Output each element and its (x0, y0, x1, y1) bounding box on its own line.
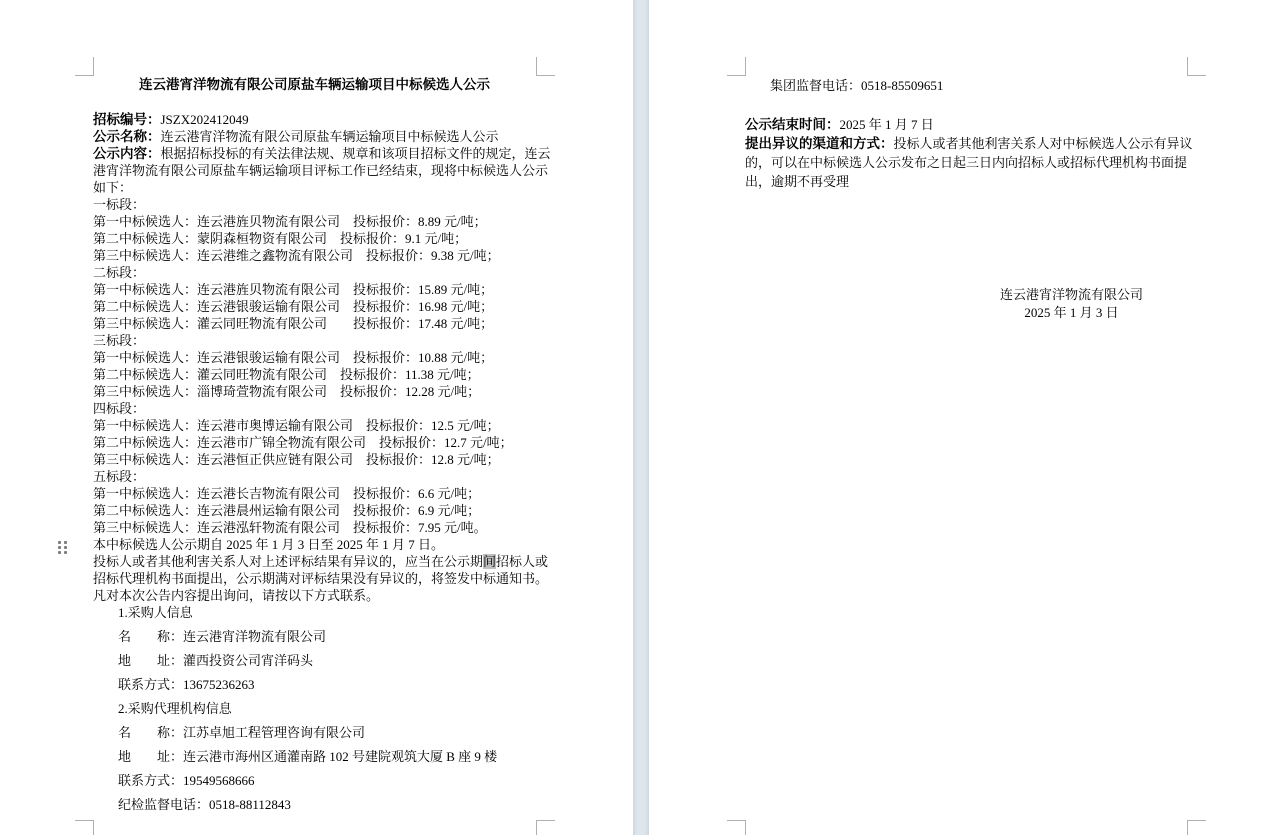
text-line (745, 153, 1191, 172)
text-segment: 第二中标候选人：连云港市广锦全物流有限公司 投标报价：12.7 元/吨； (93, 435, 513, 450)
text-segment: 第三中标候选人：连云港维之鑫物流有限公司 投标报价：9.38 元/吨； (93, 248, 500, 263)
text-line (93, 697, 541, 721)
text-line (93, 625, 541, 649)
text-line (93, 366, 541, 383)
text-segment: 第三中标候选人：灌云同旺物流有限公司 投标报价：17.48 元/吨； (93, 316, 494, 331)
text-line (93, 485, 541, 502)
text-segment: 纪检监督电话：0518-88112843 (118, 797, 291, 812)
group-supervision-phone-line (745, 77, 1187, 94)
text-line (93, 111, 541, 128)
text-segment: 投标人或者其他利害关系人对中标候选人公示有异议 (893, 136, 1193, 151)
text-segment: 第一中标候选人：连云港旌贝物流有限公司 投标报价：15.89 元/吨； (93, 282, 494, 297)
crop-mark-bottom-left-icon (727, 820, 746, 835)
text-line (93, 213, 541, 230)
text-line (93, 417, 541, 434)
text-line (93, 383, 541, 400)
text-segment: 招标编号： (93, 112, 161, 127)
signature-company: 连云港宵洋物流有限公司 (999, 287, 1143, 302)
text-segment: JSZX202412049 (160, 112, 249, 127)
text-line (93, 745, 541, 769)
text-segment: 三标段： (93, 333, 146, 348)
text-segment: 第三中标候选人：连云港泓轩物流有限公司 投标报价：7.95 元/吨。 (93, 520, 487, 535)
text-line (93, 349, 541, 366)
crop-mark-bottom-right-icon (1187, 820, 1206, 835)
text-line (745, 115, 1191, 134)
text-segment: 公示内容： (93, 146, 161, 161)
crop-mark-top-left-icon (75, 57, 94, 76)
text-segment: 地 址：连云港市海州区通灌南路 102 号建院观筑大厦 B 座 9 楼 (118, 749, 498, 764)
text-line (93, 519, 541, 536)
text-line (93, 145, 551, 162)
document-title: 连云港宵洋物流有限公司原盐车辆运输项目中标候选人公示 (139, 77, 490, 92)
crop-mark-top-right-icon (1187, 57, 1206, 76)
announcement-body (93, 111, 551, 604)
page-1 (0, 0, 633, 835)
text-segment: 出，逾期不再受理 (745, 174, 850, 189)
text-line (93, 673, 541, 697)
text-line (745, 134, 1191, 153)
text-segment: 招标人或 (496, 554, 549, 569)
text-line (93, 162, 549, 179)
signature-block (989, 286, 1154, 322)
text-line (93, 400, 541, 417)
text-line (93, 553, 549, 570)
text-line (93, 315, 541, 332)
text-segment: 第三中标候选人：连云港恒正供应链有限公司 投标报价：12.8 元/吨； (93, 452, 500, 467)
text-line (93, 451, 541, 468)
text-line (93, 536, 541, 553)
text-segment: 的，可以在中标候选人公示发布之日起三日内向招标人或招标代理机构书面提 (745, 155, 1188, 170)
text-line (93, 434, 541, 451)
text-line (93, 247, 541, 264)
text-line (93, 179, 541, 196)
text-segment: 公示结束时间： (745, 117, 840, 132)
text-line (93, 601, 541, 625)
text-segment: 凡对本次公告内容提出询问，请按以下方式联系。 (93, 588, 380, 603)
crop-mark-bottom-left-icon (75, 820, 94, 835)
text-segment: 集团监督电话：0518-85509651 (770, 78, 944, 93)
text-line (93, 793, 541, 817)
text-segment: 第二中标候选人：连云港晨州运输有限公司 投标报价：6.9 元/吨； (93, 503, 481, 518)
crop-mark-bottom-right-icon (536, 820, 555, 835)
text-segment: 第二中标候选人：灌云同旺物流有限公司 投标报价：11.38 元/吨； (93, 367, 480, 382)
text-line (93, 468, 541, 485)
text-line (93, 769, 541, 793)
text-segment: 连云港宵洋物流有限公司原盐车辆运输项目中标候选人公示 (160, 129, 499, 144)
text-line (93, 570, 549, 587)
text-line (93, 332, 541, 349)
text-segment: 联系方式：19549568666 (118, 773, 255, 788)
text-segment: 二标段： (93, 265, 146, 280)
text-segment: 1.采购人信息 (118, 605, 193, 620)
text-segment: 第二中标候选人：蒙阴森桓物资有限公司 投标报价：9.1 元/吨； (93, 231, 468, 246)
text-segment: 第一中标候选人：连云港银骏运输有限公司 投标报价：10.88 元/吨； (93, 350, 494, 365)
text-line (93, 649, 541, 673)
text-segment: 港宵洋物流有限公司原盐车辆运输项目评标工作已经结束，现将中标候选人公示 (93, 163, 549, 178)
text-line (93, 721, 541, 745)
text-segment: 公示名称： (93, 129, 161, 144)
text-segment: 根据招标投标的有关法律法规、规章和该项目招标文件的规定，连云 (160, 146, 551, 161)
text-segment: 五标段： (93, 469, 146, 484)
text-line (93, 230, 541, 247)
text-segment: 联系方式：13675236263 (118, 677, 255, 692)
text-line (93, 128, 541, 145)
text-line (745, 172, 1191, 191)
text-segment: 第一中标候选人：连云港长吉物流有限公司 投标报价：6.6 元/吨； (93, 486, 481, 501)
text-segment: 第三中标候选人：淄博琦萱物流有限公司 投标报价：12.28 元/吨； (93, 384, 481, 399)
text-segment: 招标代理机构书面提出，公示期满对评标结果没有异议的，将签发中标通知书。 (93, 571, 549, 586)
text-line (93, 281, 541, 298)
text-segment: 第二中标候选人：连云港银骏运输有限公司 投标报价：16.98 元/吨； (93, 299, 494, 314)
text-line (93, 502, 541, 519)
text-segment: 2.采购代理机构信息 (118, 701, 232, 716)
text-segment: 一标段： (93, 197, 146, 212)
crop-mark-top-left-icon (727, 57, 746, 76)
text-segment: 名 称：江苏卓旭工程管理咨询有限公司 (118, 725, 366, 740)
text-line (745, 77, 1187, 94)
text-segment: 本中标候选人公示期自 2025 年 1 月 3 日至 2025 年 1 月 7 日。 (93, 537, 445, 552)
text-segment: 第一中标候选人：连云港旌贝物流有限公司 投标报价：8.89 元/吨； (93, 214, 487, 229)
text-segment: 四标段： (93, 401, 146, 416)
search-highlight: 间 (483, 554, 497, 569)
crop-mark-top-right-icon (536, 57, 555, 76)
text-segment: 名 称：连云港宵洋物流有限公司 (118, 629, 327, 644)
contact-info-block (93, 601, 541, 817)
text-segment: 投标人或者其他利害关系人对上述评标结果有异议的，应当在公示期 (93, 554, 484, 569)
page-2 (649, 0, 1283, 835)
text-segment: 如下： (93, 180, 133, 195)
drag-handle-icon[interactable] (58, 541, 67, 554)
objection-info-block (745, 115, 1191, 191)
text-line (93, 298, 541, 315)
signature-date: 2025 年 1 月 3 日 (1024, 305, 1119, 320)
text-segment: 地 址：灌西投资公司宵洋码头 (118, 653, 314, 668)
text-segment: 2025 年 1 月 7 日 (839, 117, 934, 132)
text-line (93, 196, 541, 213)
text-line (93, 264, 541, 281)
text-segment: 第一中标候选人：连云港市奥博运输有限公司 投标报价：12.5 元/吨； (93, 418, 500, 433)
text-segment: 提出异议的渠道和方式： (745, 136, 894, 151)
